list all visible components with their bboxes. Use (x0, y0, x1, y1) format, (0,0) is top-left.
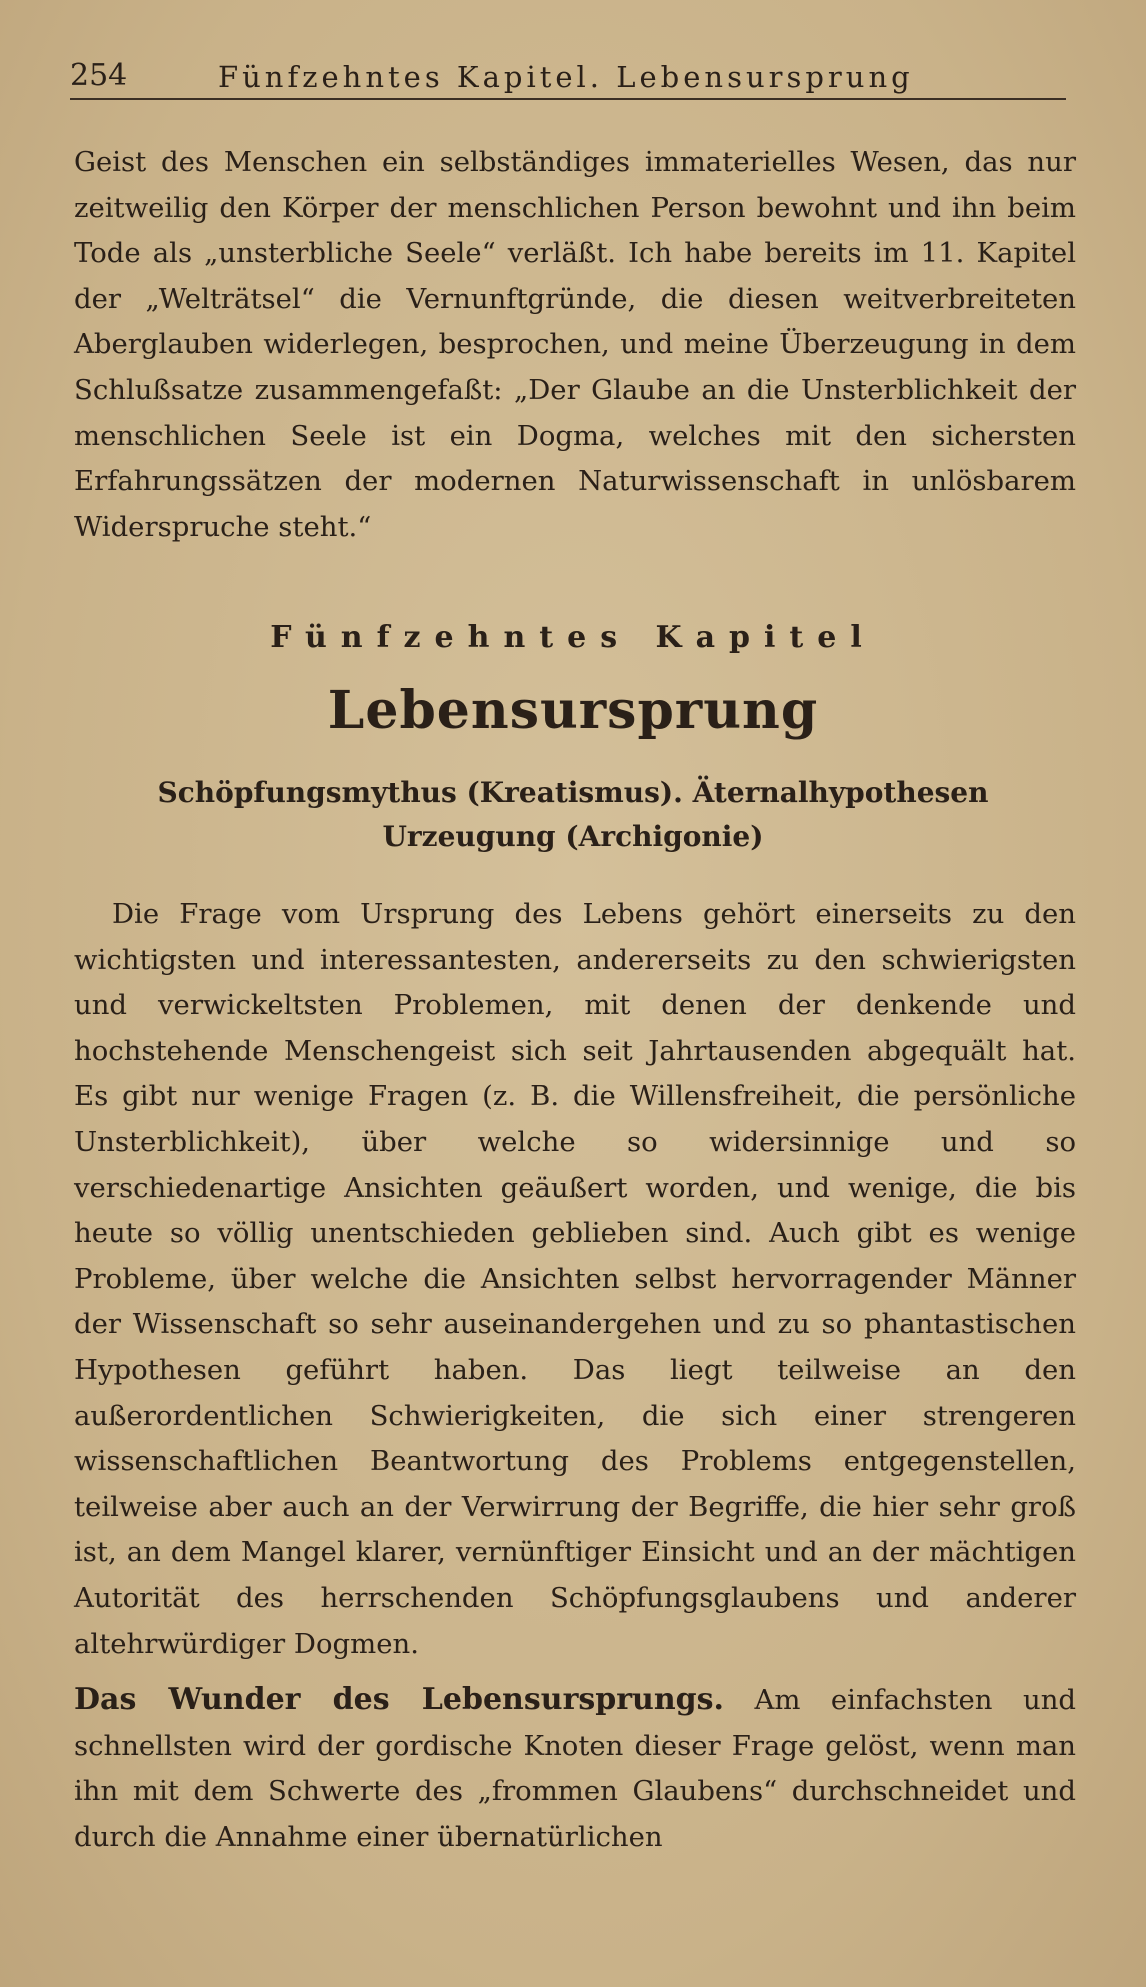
intro-paragraph: Geist des Menschen ein selbständiges immaterielles Wesen, das nur zeitweilig den Körper der menschlichen Person bewohnt und ihn beim Tode als „unsterbliche Seele“ verläßt. Ich habe bereits im 11. Kapitel der „Welträtsel“ die Vernunftgründe, die diesen weitverbreiteten Aberglauben widerlegen, besprochen, und meine Überzeugung in dem Schlußsatze zusammengefaßt: „Der Glaube an die Unsterblichkeit der menschlichen Seele ist ein Dogma, welches mit den sichersten Erfahrungssätzen der modernen Naturwissenschaft in unlösbarem Widerspruche steht.“ (74, 146, 1076, 543)
page-number: 254 (70, 58, 128, 93)
chapter-subtitle-line-1: Schöpfungsmythus (Kreatismus). Äternalhypothesen (157, 776, 989, 809)
chapter-title: Lebensursprung (327, 680, 819, 741)
main-text-block (74, 892, 1076, 1860)
section-heading: Das Wunder des Lebensursprungs. (74, 1682, 724, 1718)
chapter-label: Fünfzehntes Kapitel (270, 620, 876, 655)
main-paragraph: Die Frage vom Ursprung des Lebens gehört einerseits zu den wichtigsten und interessantesten, andererseits zu den schwierigsten und verwickeltsten Problemen, mit denen der denkende und hochstehende Menschengeist sich seit Jahrtausenden abgequält hat. Es gibt nur wenige Fragen (z. B. die Willensfreiheit, die persönliche Unsterblichkeit), über welche so widersinnige und so verschiedenartige Ansichten geäußert worden, und wenige, die bis heute so völlig unentschieden geblieben sind. Auch gibt es wenige Probleme, über welche die Ansichten selbst hervorragender Männer der Wissenschaft so sehr auseinandergehen und zu so phantastischen Hypothesen geführt haben. Das liegt teilweise an den außerordentlichen Schwierigkeiten, die sich einer strengeren wissenschaftlichen Beantwortung des Problems entgegenstellen, teilweise aber auch an der Verwirrung der Begriffe, die hier sehr groß ist, an dem Mangel klarer, vernünftiger Einsicht und an der mächtigen Autorität des herrschenden Schöpfungsglaubens und anderer altehrwürdiger Dogmen. (74, 898, 1076, 1660)
running-title: Fünfzehntes Kapitel. Lebensursprung (218, 60, 914, 94)
chapter-subtitle-line-2: Urzeugung (Archigonie) (382, 820, 764, 853)
section-paragraph (74, 1677, 1076, 1860)
intro-paragraph-block (74, 140, 1076, 550)
section-text: Am einfachsten und schnellsten wird der gordische Knoten dieser Frage gelöst, wenn man ihn mit dem Schwerte des „frommen Glaubens“ durchschneidet und durch die Annahme einer übernatürlichen (74, 1684, 1077, 1853)
running-header (70, 52, 1066, 100)
